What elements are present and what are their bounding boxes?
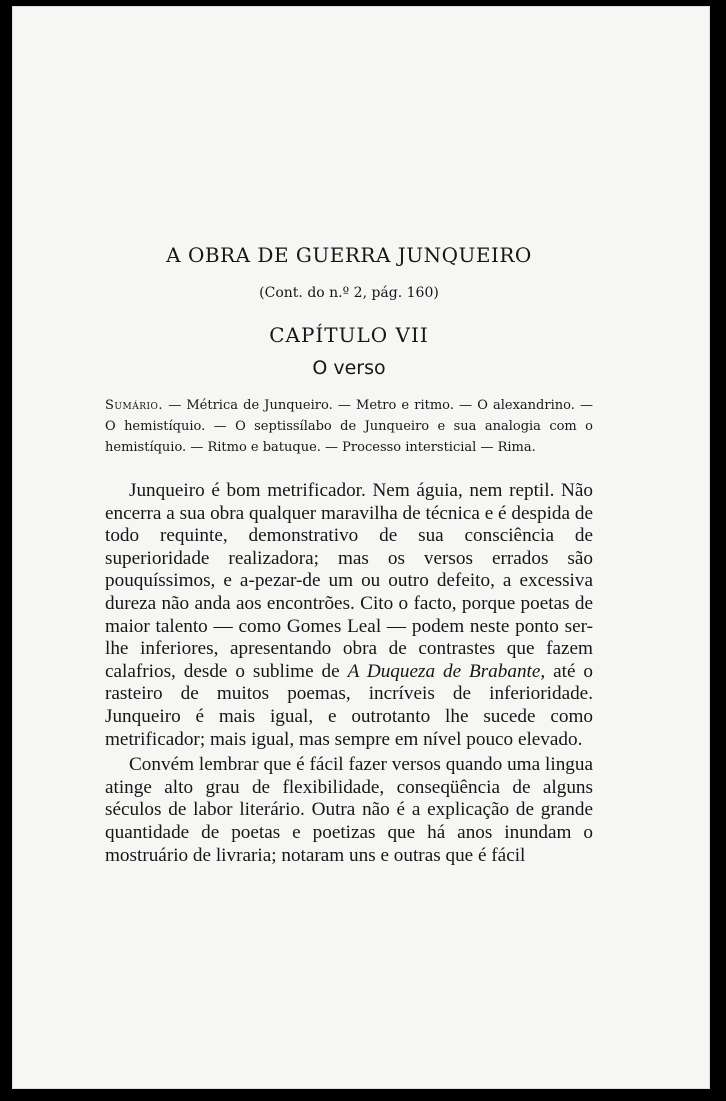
page-content (105, 243, 593, 867)
continuation-note: (Cont. do n.º 2, pág. 160) (259, 285, 439, 301)
paragraph-1-text-b: até o rasteiro de muitos poemas, incríveis de inferioridade. Junqueiro é mais igual, e outrotanto lhe sucede como metrificador; mais igual, mas sempre em nível pouco elevado. (105, 660, 594, 750)
article-title: A OBRA DE GUERRA JUNQUEIRO (166, 243, 532, 267)
summary-lead: Sumário. (105, 398, 164, 413)
body-paragraph-1 (105, 480, 593, 751)
chapter-summary (105, 395, 593, 458)
book-page (12, 6, 710, 1089)
paragraph-1-text-a: Junqueiro é bom metrificador. Nem águia, nem reptil. Não encerra a sua obra qualquer maravilha de técnica e é despida de todo requinte, demonstrativo de sua consciência de superioridade realizadora; mas os versos errados são pouquíssimos, e a-pezar-de um ou outro defeito, a excessiva dureza não anda aos encontrões. Cito o facto, porque poetas de maior talento — como Gomes Leal — podem neste ponto ser-lhe inferiores, apresentando obra de contrastes que fazem calafrios, desde o sublime de (105, 480, 593, 682)
paragraph-1-italic-title: A Duqueza de Brabante, (347, 660, 546, 682)
section-title: O verso (312, 357, 386, 379)
chapter-heading: CAPÍTULO VII (269, 323, 429, 347)
summary-text: — Métrica de Junqueiro. — Metro e ritmo. — O alexandrino. — O hemistíquio. — O septissílabo de Junqueiro e sua analogia com o hemistíquio. — Ritmo e batuque. — Processo intersticial — Rima. (105, 398, 593, 455)
body-paragraph-2: Convém lembrar que é fácil fazer versos quando uma lingua atinge alto grau de flexibilidade, conseqüência de alguns séculos de labor literário. Outra não é a explicação de grande quantidade de poetas e poetizas que há anos inundam o mostruário de livraria; notaram uns e outras que é fácil (105, 754, 593, 866)
